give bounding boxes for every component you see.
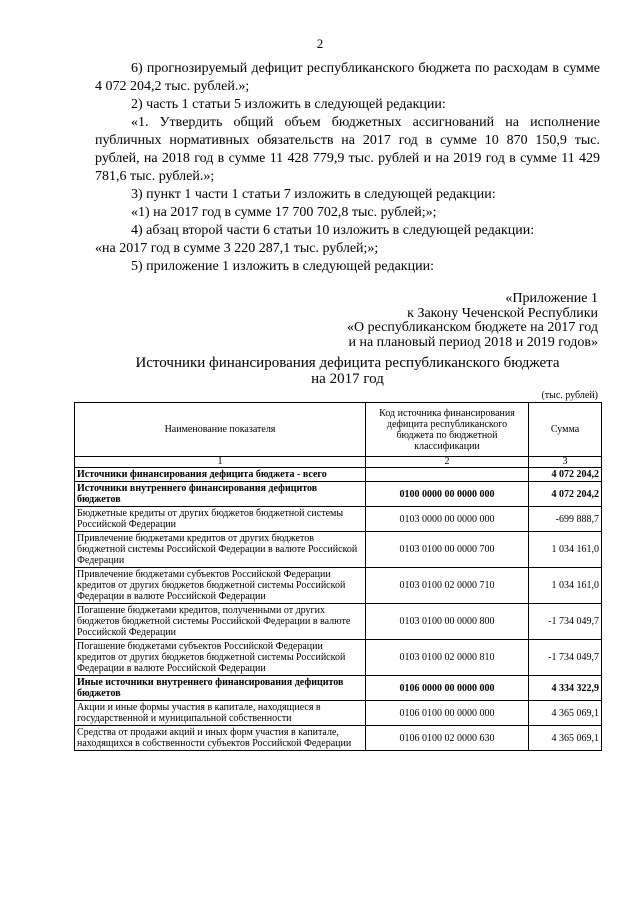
appendix-line: «Приложение 1 (505, 291, 598, 306)
cell-code: 0103 0100 00 0000 700 (366, 532, 529, 568)
table-row (75, 676, 602, 701)
column-number: 2 (366, 457, 529, 468)
cell-sum: -1 734 049,7 (529, 604, 602, 640)
appendix-line: «О республиканском бюджете на 2017 год (347, 320, 598, 335)
cell-sum: 4 365 069,1 (529, 701, 602, 726)
financing-table (74, 402, 602, 751)
paragraph-item-5: «1) на 2017 год в сумме 17 700 702,8 тыс. рублей;»; (131, 205, 437, 220)
cell-sum: 4 365 069,1 (529, 726, 602, 751)
cell-code: 0106 0000 00 0000 000 (366, 676, 529, 701)
cell-code: 0103 0000 00 0000 000 (366, 507, 529, 532)
table-row (75, 507, 602, 532)
table-row (75, 640, 602, 676)
table-row (75, 701, 602, 726)
cell-name: Бюджетные кредиты от других бюджетов бюджетной системы Российской Федерации (75, 507, 366, 532)
paragraph-item-4: 3) пункт 1 части 1 статьи 7 изложить в следующей редакции: (131, 187, 496, 202)
cell-code: 0100 0000 00 0000 000 (366, 482, 529, 507)
cell-name: Погашение бюджетами субъектов Российской Федерации кредитов от других бюджетов бюджетной системы Российской Федерации в валюте Российской Федерации (75, 640, 366, 676)
table-body (75, 468, 602, 751)
cell-name: Акции и иные формы участия в капитале, находящиеся в государственной и муниципальной собственности (75, 701, 366, 726)
cell-sum: 4 072 204,2 (529, 482, 602, 507)
cell-code: 0106 0100 02 0000 630 (366, 726, 529, 751)
appendix-line: и на плановый период 2018 и 2019 годов» (348, 334, 598, 350)
header-sum: Сумма (529, 403, 602, 457)
cell-sum: 4 334 322,9 (529, 676, 602, 701)
page-number: 2 (316, 36, 324, 51)
table-title (95, 355, 600, 387)
cell-sum: -1 734 049,7 (529, 640, 602, 676)
cell-name: Средства от продажи акций и иных форм участия в капитале, находящихся в собственности субъектов Российской Федерации (75, 726, 366, 751)
table-row (75, 482, 602, 507)
cell-code: 0103 0100 00 0000 800 (366, 604, 529, 640)
cell-name: Привлечение бюджетами кредитов от других бюджетов бюджетной системы Российской Федерации в валюте Российской Федерации (75, 532, 366, 568)
table-title-line: Источники финансирования дефицита республиканского бюджета (135, 355, 560, 371)
cell-code: 0106 0100 00 0000 000 (366, 701, 529, 726)
paragraph-item-2: 2) часть 1 статьи 5 изложить в следующей редакции: (131, 97, 446, 112)
cell-sum: 1 034 161,0 (529, 568, 602, 604)
cell-sum: 4 072 204,2 (529, 468, 602, 482)
paragraph-item-7: «на 2017 год в сумме 3 220 287,1 тыс. рублей;»; (95, 241, 379, 256)
table-row (75, 468, 602, 482)
cell-code (366, 468, 529, 482)
paragraph-item-8: 5) приложение 1 изложить в следующей редакции: (131, 259, 434, 274)
table-row (75, 604, 602, 640)
appendix-header (278, 292, 598, 350)
appendix-line: к Закону Чеченской Республики (407, 305, 598, 321)
paragraph-item-3: «1. Утвердить общий объем бюджетных ассигнований на исполнение публичных нормативных обязательств на 2017 год в сумме 10 870 150,9 тыс. рублей, на 2018 год в сумме 11 428 779,9 тыс. рублей и на 2019 год в сумме 11 429 781,6 тыс. рублей.»; (95, 115, 600, 184)
cell-sum: 1 034 161,0 (529, 532, 602, 568)
cell-name: Погашение бюджетами кредитов, полученными от других бюджетов бюджетной системы Российской Федерации в валюте Российской Федерации (75, 604, 366, 640)
cell-name: Привлечение бюджетами субъектов Российской Федерации кредитов от других бюджетов бюджетной системы Российской Федерации в валюте Российской Федерации (75, 568, 366, 604)
table-row (75, 726, 602, 751)
header-name: Наименование показателя (75, 403, 366, 457)
cell-name: Источники внутреннего финансирования дефицитов бюджетов (75, 482, 366, 507)
paragraph-item-1: 6) прогнозируемый дефицит республиканского бюджета по расходам в сумме 4 072 204,2 тыс. рублей.»; (95, 61, 600, 94)
cell-code: 0103 0100 02 0000 810 (366, 640, 529, 676)
table-row (75, 568, 602, 604)
table-title-line: на 2017 год (311, 371, 384, 387)
table-row (75, 532, 602, 568)
header-code: Код источника финансирования дефицита республиканского бюджета по бюджетной классификации (366, 403, 529, 457)
cell-name: Источники финансирования дефицита бюджета - всего (75, 468, 366, 482)
paragraph-item-6: 4) абзац второй части 6 статьи 10 изложить в следующей редакции: (131, 223, 535, 238)
units-label: (тыс. рублей) (541, 390, 598, 401)
cell-code: 0103 0100 02 0000 710 (366, 568, 529, 604)
cell-name: Иные источники внутреннего финансирования дефицитов бюджетов (75, 676, 366, 701)
cell-sum: -699 888,7 (529, 507, 602, 532)
column-number: 1 (75, 457, 366, 468)
column-number: 3 (529, 457, 602, 468)
